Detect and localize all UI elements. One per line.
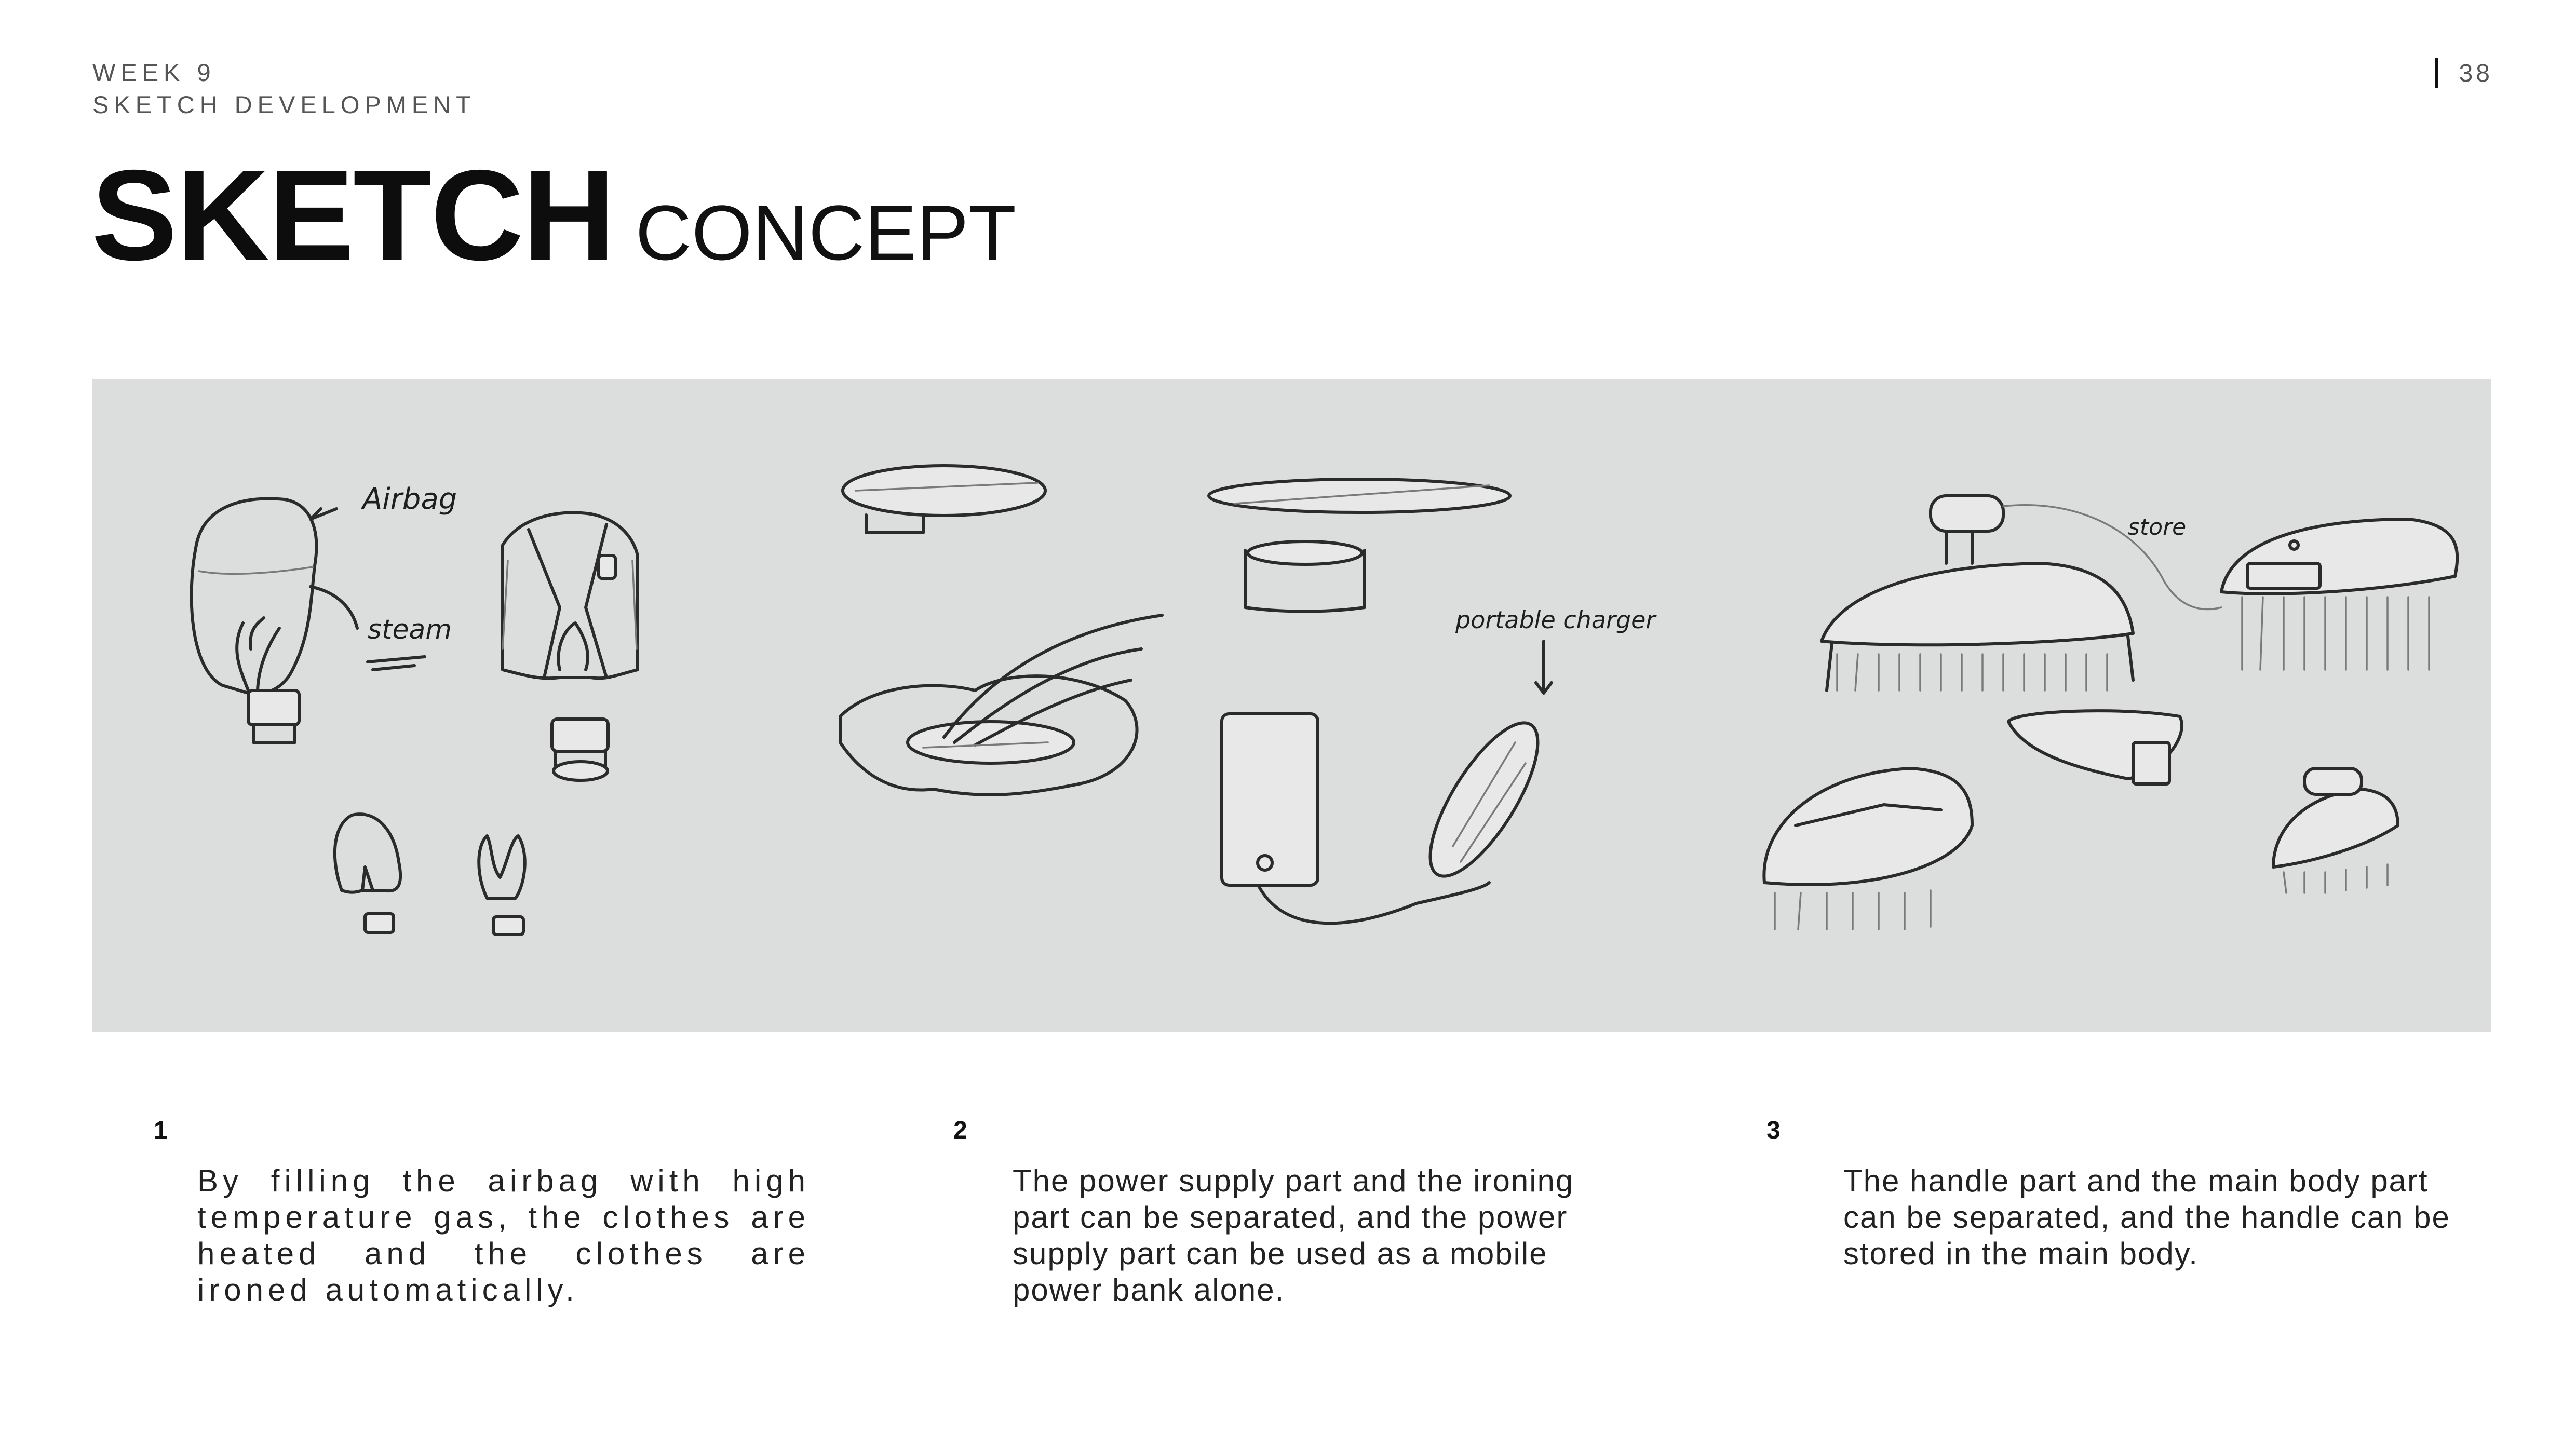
concept-2 (953, 1116, 1574, 1307)
concept-1 (154, 1116, 810, 1307)
iron-variants-sketch (1764, 711, 2398, 929)
concept-3-number: 3 (1766, 1117, 1781, 1144)
concept-2-text: The power supply part and the ironing part can be separated, and the power supply part can be used as a mobile power bank alone. (1013, 1163, 1574, 1307)
eyebrow-week: WEEK 9 (92, 59, 216, 86)
concept-1-number: 1 (154, 1117, 168, 1144)
sketch-illustrations (92, 379, 2491, 1032)
iron-pad-sketch (843, 466, 1510, 612)
eyebrow-section: SKETCH DEVELOPMENT (92, 91, 476, 118)
power-bank-sketch (1222, 641, 1557, 923)
label-airbag: Airbag (362, 482, 457, 516)
page-number-value: 38 (2459, 59, 2493, 87)
concept-3-text: The handle part and the main body part can be separated, and the handle can be stored in the main body. (1843, 1163, 2450, 1271)
page-title-light: CONCEPT (635, 189, 1016, 276)
concept-2-number: 2 (953, 1117, 967, 1144)
concept-3 (1766, 1116, 2450, 1271)
concept-1-text: By filling the airbag with high temperature gas, the clothes are heated and the clothes are ironed automatically. (197, 1163, 810, 1307)
page-number-divider (2435, 58, 2438, 88)
label-portable-charger: portable charger (1455, 606, 1656, 634)
sketch-panel (92, 379, 2491, 1032)
label-steam: steam (368, 614, 452, 645)
hand-ironing-sketch (840, 615, 1162, 795)
jacket-sketch (503, 513, 638, 781)
label-store: store (2128, 514, 2187, 540)
page-number (2435, 58, 2493, 88)
mini-airbag-sketches (335, 814, 525, 935)
page-title-bold: SKETCH (91, 143, 615, 287)
page-title (91, 143, 1016, 287)
